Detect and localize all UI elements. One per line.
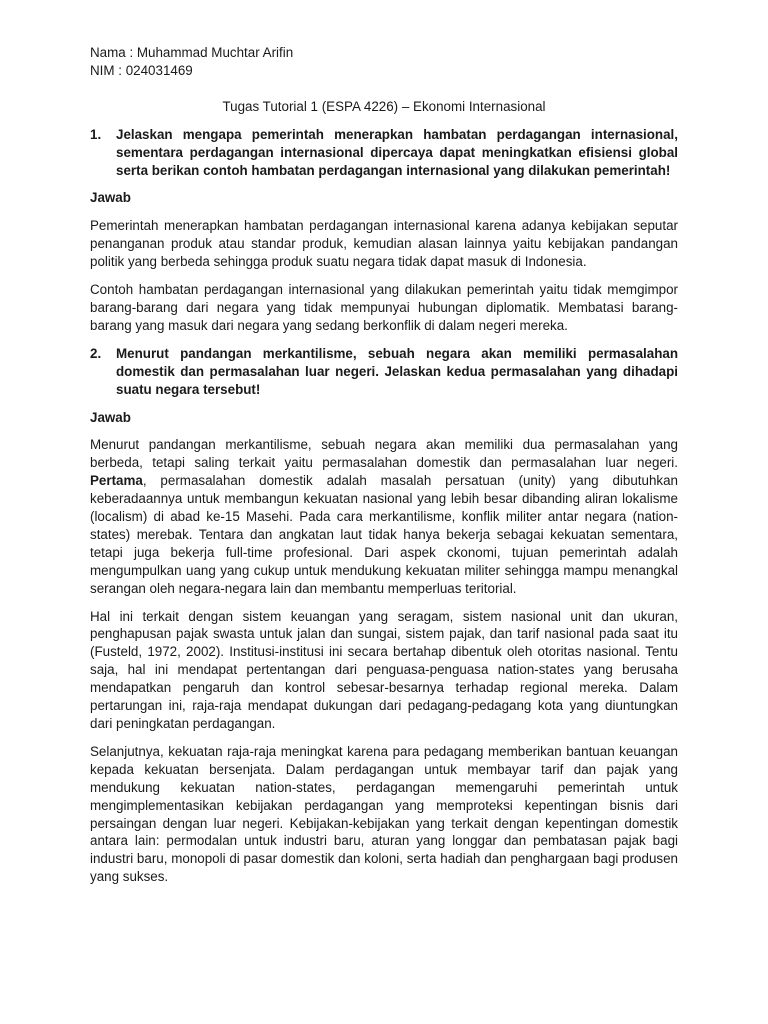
student-nim: NIM : 024031469 <box>90 62 193 78</box>
answer-2-paragraph-1-bold: Pertama <box>90 473 143 489</box>
answer-1-label: Jawab <box>90 190 131 206</box>
question-2 <box>90 345 678 399</box>
answer-2-paragraph-1-rest: , permasalahan domestik adalah masalah persatuan (unity) yang dibutuhkan keberadaannya untuk membangun kekuatan nasional yang lebih besar dibanding aliran lokalisme (localism) di abad ke-15 Masehi. Pada cara merkantilisme, konflik militer antar negara (nation-states) merebak. Tentara dan angkatan laut tidak hanya bekerja sebagai kekuatan sementara, tetapi juga bekerja full-time profesional. Dari aspek ckonomi, tujuan pemerintah adalah mengumpulkan uang yang cukup untuk mendukung kekuatan militer sehingga mampu menangkal serangan oleh negara-negara lain dan membantu memperluas teritorial. <box>90 473 678 596</box>
question-2-number: 2. <box>90 345 102 361</box>
answer-2-paragraph-1 <box>90 436 678 597</box>
question-1-number: 1. <box>90 126 102 142</box>
answer-1-paragraph-2: Contoh hambatan perdagangan internasional yang dilakukan pemerintah yaitu tidak memgimpor barang-barang dari negara yang tidak mempunyai hubungan diplomatik. Membatasi barang-barang yang masuk dari negara yang sedang berkonflik di dalam negeri mereka. <box>90 282 678 333</box>
question-1 <box>90 126 678 180</box>
answer-2-paragraph-2: Hal ini terkait dengan sistem keuangan yang seragam, sistem nasional unit dan ukuran, penghapusan pajak swasta untuk jalan dan sungai, sistem pajak, dan tarif nasional pada saat itu (Fusteld, 1972, 2002). Institusi-institusi ini secara bertahap dibentuk oleh otoritas nasional. Tentu saja, hal ini mendapat pertentangan dari penguasa-penguasa nation-states yang berusaha mendapatkan pengaruh dan kontrol sebesar-besarnya terhadap regional mereka. Dalam pertarungan ini, raja-raja mendapat dukungan dari pedagang-pedagang kota yang diuntungkan dari peningkatan perdagangan. <box>90 608 678 731</box>
answer-2-paragraph-1-intro: Menurut pandangan merkantilisme, sebuah negara akan memiliki dua permasalahan yang berbeda, tetapi saling terkait yaitu permasalahan domestik dan permasalahan luar negeri. <box>90 437 678 471</box>
answer-1-paragraph-1: Pemerintah menerapkan hambatan perdagangan internasional karena adanya kebijakan seputar penanganan produk atau standar produk, kemudian alasan lainnya yaitu kebijakan pandangan politik yang berbeda sehingga produk suatu negara tidak dapat masuk di Indonesia. <box>90 218 678 270</box>
student-name: Nama : Muhammad Muchtar Arifin <box>90 45 294 60</box>
answer-2-paragraph-3: Selanjutnya, kekuatan raja-raja meningkat karena para pedagang memberikan bantuan keuangan kepada kekuatan bersenjata. Dalam perdagangan untuk membayar tarif dan pajak yang mendukung kekuatan nation-states, perdagangan memengaruhi pemerintah untuk mengimplementasikan kebijakan perdagangan yang memproteksi kepentingan bisnis dari persaingan dengan luar negeri. Kebijakan-kebijakan yang terkait dengan kepentingan domestik antara lain: permodalan untuk industri baru, aturan yang longgar dan pembatasan pajak bagi industri baru, monopoli di pasar domestik dan koloni, serta hadiah dan penghargaan bagi produsen yang sukses. <box>90 743 678 885</box>
question-2-text: Menurut pandangan merkantilisme, sebuah negara akan memiliki permasalahan domestik dan permasalahan luar negeri. Jelaskan kedua permasalahan yang dihadapi suatu negara tersebut! <box>116 345 678 397</box>
answer-2-label: Jawab <box>90 409 131 425</box>
document-title: Tugas Tutorial 1 (ESPA 4226) – Ekonomi Internasional <box>222 98 546 114</box>
question-1-text: Jelaskan mengapa pemerintah menerapkan hambatan perdagangan internasional, sementara perdagangan internasional dipercaya dapat meningkatkan efisiensi global serta berikan contoh hambatan perdagangan internasional yang dilakukan pemerintah! <box>116 126 678 178</box>
